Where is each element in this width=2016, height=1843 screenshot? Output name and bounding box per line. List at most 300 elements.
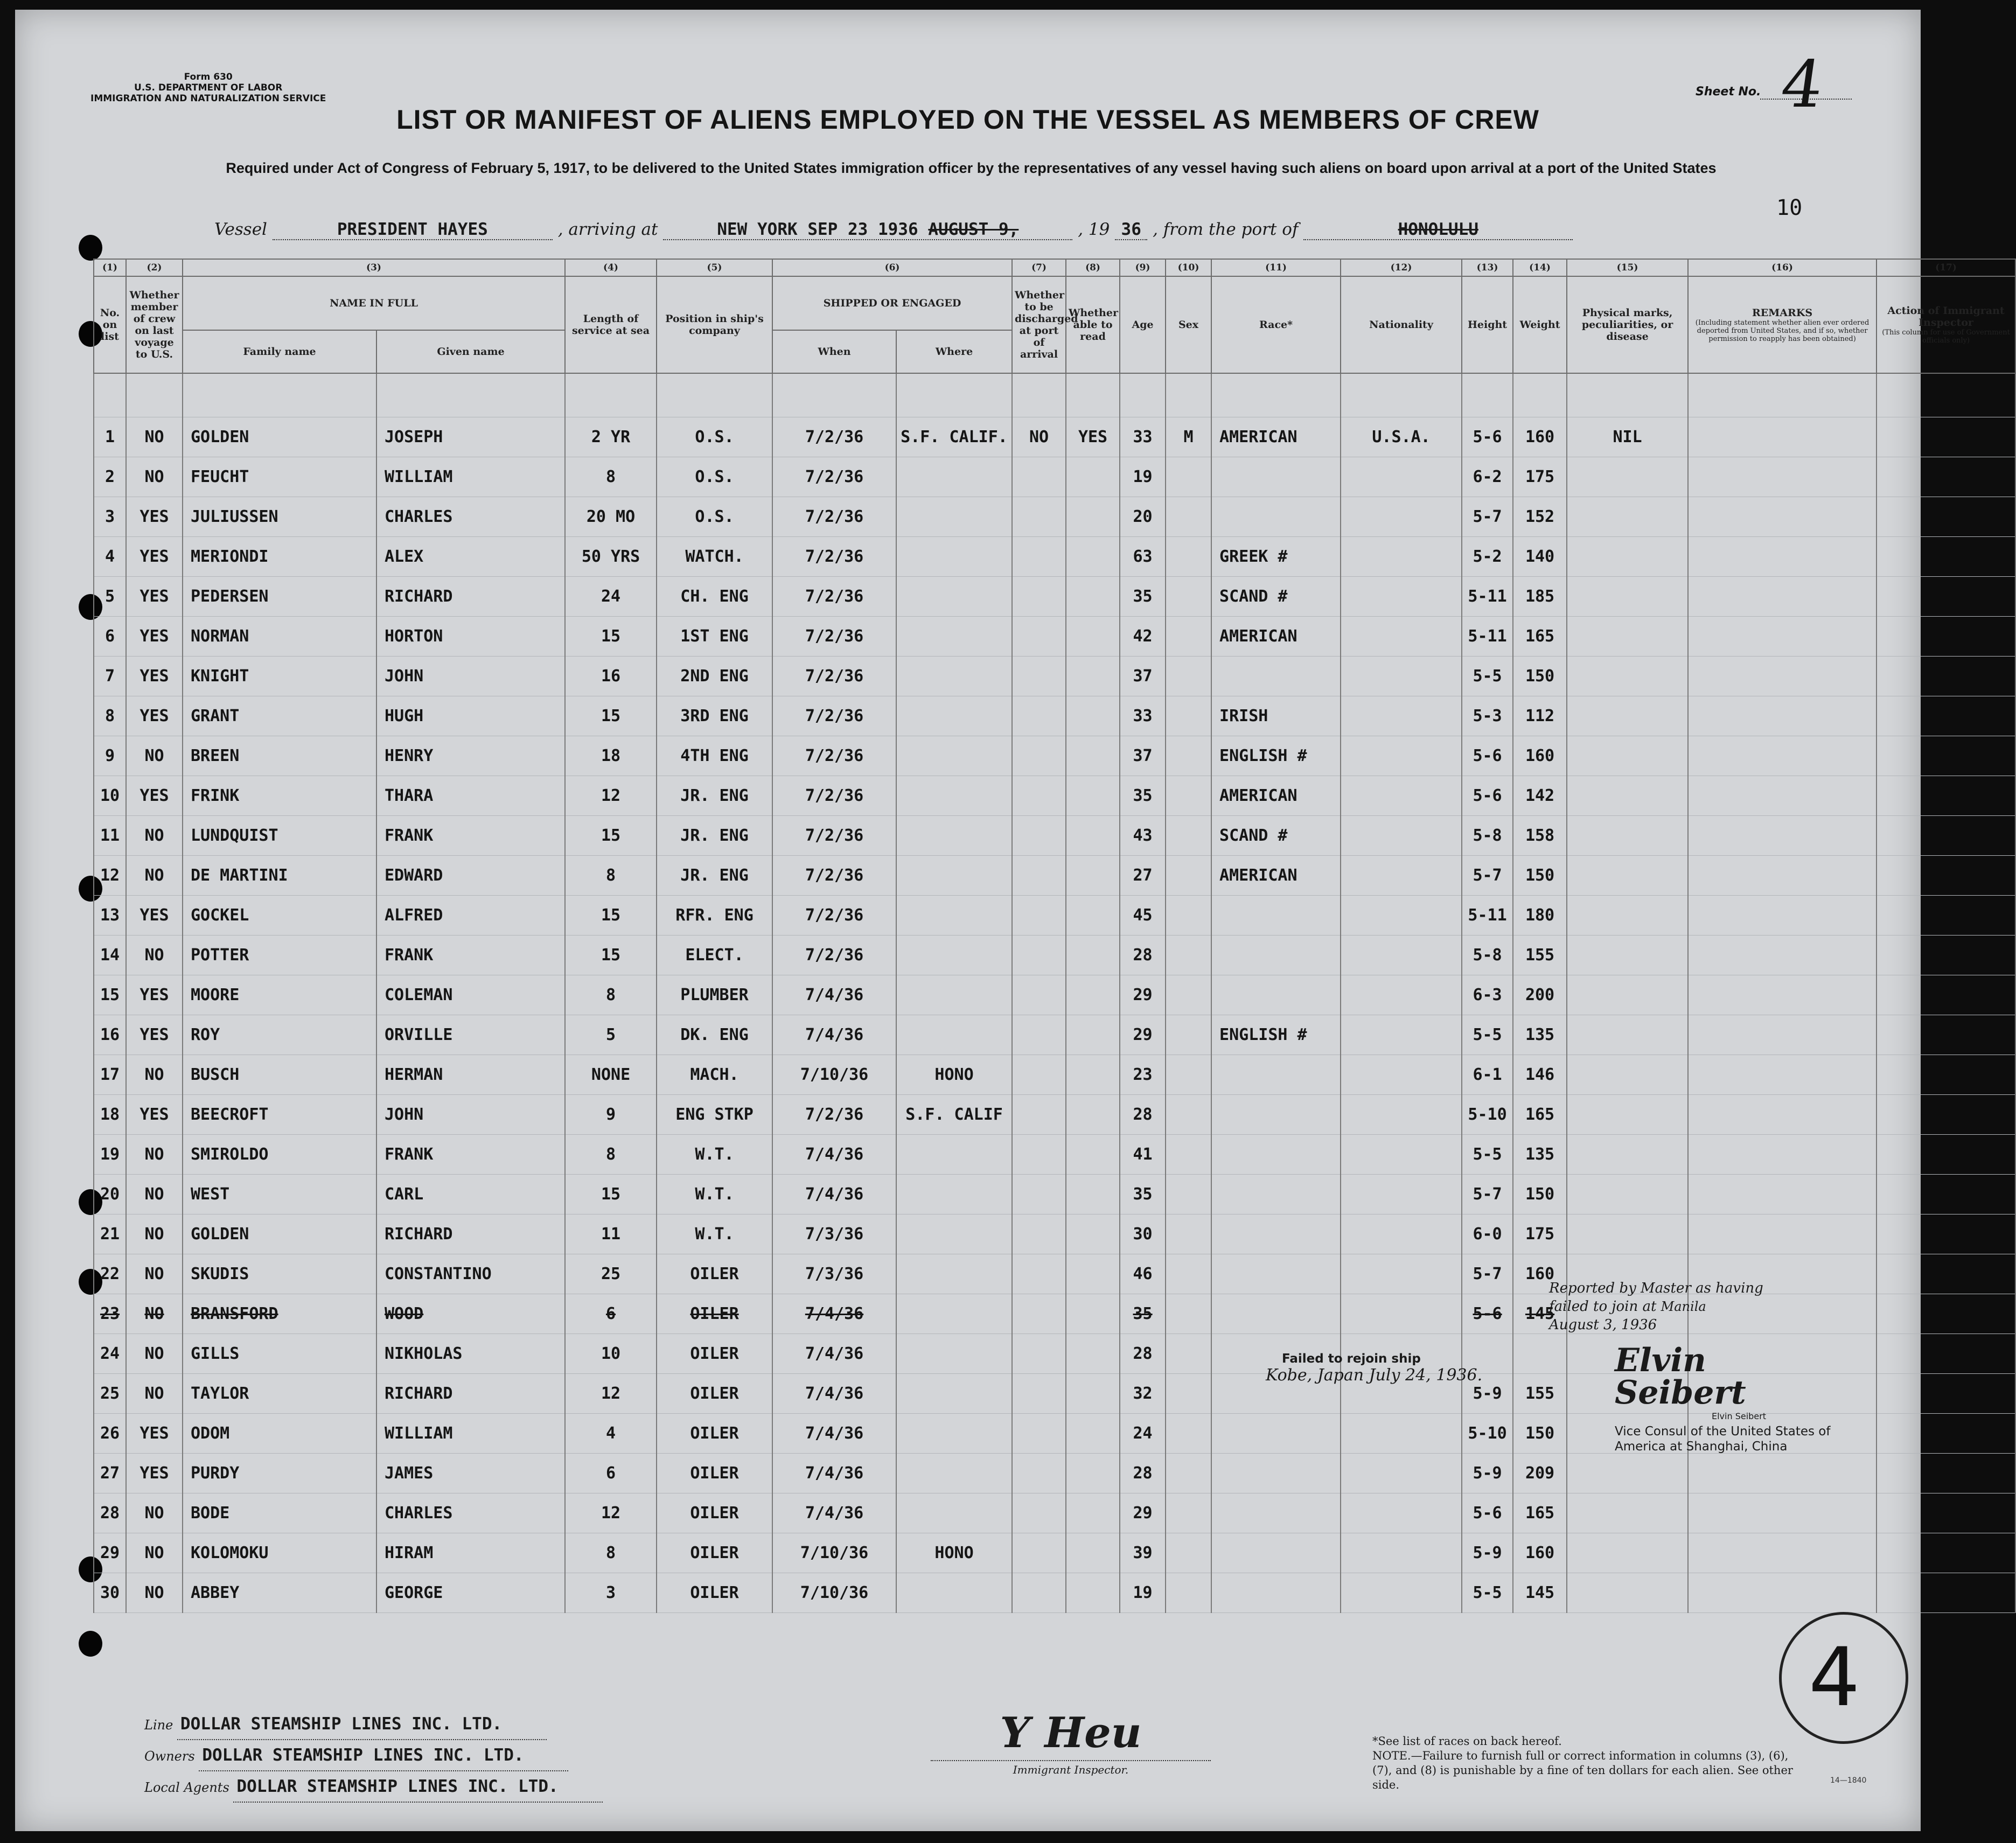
cell-inspector-action <box>1877 1493 2015 1533</box>
cell-nationality <box>1341 1175 1462 1214</box>
cell-list-number: 4 <box>94 537 126 577</box>
cell-shipped-where <box>896 776 1012 816</box>
cell-shipped-when: 7/2/36 <box>772 736 896 776</box>
year-label: , 19 <box>1078 220 1110 239</box>
cell-last-voyage: YES <box>126 577 183 617</box>
form-code: 14—1840 <box>1830 1776 1867 1785</box>
col-num-4: (4) <box>565 259 657 276</box>
cell-remarks <box>1688 776 1877 816</box>
cell-weight: 158 <box>1513 816 1567 856</box>
cell-shipped-when: 7/4/36 <box>772 1135 896 1175</box>
cell-list-number: 7 <box>94 657 126 696</box>
circled-number: 4 <box>1809 1631 1860 1725</box>
cell-height: 5-11 <box>1462 617 1513 657</box>
table-row <box>94 1573 2015 1613</box>
cell-family-name: GOCKEL <box>183 896 376 936</box>
cell-sex <box>1166 1214 1211 1254</box>
cell-position: OILER <box>657 1374 772 1414</box>
cell-height: 5-7 <box>1462 497 1513 537</box>
cell-length-of-service: 5 <box>565 1015 657 1055</box>
cell-given-name: NIKHOLAS <box>376 1334 565 1374</box>
cell-position: OILER <box>657 1533 772 1573</box>
cell-weight: 146 <box>1513 1055 1567 1095</box>
header-remarks-note: (Including statement whether alien ever ordered deported from United States, and if so, whether permission to reapply has been obtained) <box>1695 318 1869 343</box>
cell-age: 33 <box>1120 417 1166 457</box>
cell-last-voyage: YES <box>126 497 183 537</box>
failed-annotation <box>1266 1352 1643 1385</box>
cell-able-to-read <box>1066 617 1120 657</box>
cell-height: 6-2 <box>1462 457 1513 497</box>
cell-race <box>1211 1135 1341 1175</box>
cell-race <box>1211 1493 1341 1533</box>
cell-length-of-service: 25 <box>565 1254 657 1294</box>
vessel-details <box>214 220 1573 240</box>
cell-remarks <box>1688 896 1877 936</box>
cell-inspector-action <box>1877 1334 2015 1374</box>
cell-sex <box>1166 1374 1211 1414</box>
header-where: Where <box>896 330 1012 373</box>
cell-shipped-where <box>896 1454 1012 1493</box>
cell-nationality <box>1341 1414 1462 1454</box>
cell-race <box>1211 896 1341 936</box>
cell-age: 35 <box>1120 1294 1166 1334</box>
arriving-label: , arriving at <box>557 220 658 239</box>
cell-list-number: 29 <box>94 1533 126 1573</box>
cell-shipped-when: 7/2/36 <box>772 936 896 975</box>
cell-shipped-when: 7/4/36 <box>772 1414 896 1454</box>
cell-position: JR. ENG <box>657 816 772 856</box>
cell-weight: 160 <box>1513 1254 1567 1294</box>
cell-sex <box>1166 936 1211 975</box>
cell-given-name: RICHARD <box>376 577 565 617</box>
footer-line-row <box>144 1709 603 1740</box>
cell-remarks <box>1688 617 1877 657</box>
cell-inspector-action <box>1877 537 2015 577</box>
cell-discharged <box>1012 1414 1066 1454</box>
cell-height: 5-6 <box>1462 736 1513 776</box>
cell-length-of-service: 3 <box>565 1573 657 1613</box>
cell-sex <box>1166 1175 1211 1214</box>
cell-race <box>1211 975 1341 1015</box>
cell-inspector-action <box>1877 1374 2015 1414</box>
cell-shipped-where <box>896 1135 1012 1175</box>
cell-list-number: 20 <box>94 1175 126 1214</box>
cell-age: 35 <box>1120 776 1166 816</box>
cell-weight: 165 <box>1513 1493 1567 1533</box>
cell-age: 37 <box>1120 736 1166 776</box>
cell-physical-marks <box>1567 1055 1688 1095</box>
cell-given-name: GEORGE <box>376 1573 565 1613</box>
cell-sex <box>1166 896 1211 936</box>
page-count: 10 <box>1776 196 1803 220</box>
cell-discharged <box>1012 617 1066 657</box>
header-last-voyage: Whether member of crew on last voyage to U.S. <box>126 276 183 373</box>
cell-position: CH. ENG <box>657 577 772 617</box>
cell-position: O.S. <box>657 457 772 497</box>
cell-age: 35 <box>1120 577 1166 617</box>
cell-nationality <box>1341 1214 1462 1254</box>
cell-remarks <box>1688 696 1877 736</box>
footer-owners-row <box>144 1740 603 1771</box>
cell-inspector-action <box>1877 1135 2015 1175</box>
cell-nationality <box>1341 936 1462 975</box>
cell-physical-marks <box>1567 1135 1688 1175</box>
cell-physical-marks <box>1567 975 1688 1015</box>
cell-able-to-read <box>1066 1374 1120 1414</box>
cell-given-name: HUGH <box>376 696 565 736</box>
cell-position: OILER <box>657 1493 772 1533</box>
col-num-12: (12) <box>1341 259 1462 276</box>
cell-length-of-service: 16 <box>565 657 657 696</box>
cell-inspector-action <box>1877 1414 2015 1454</box>
cell-last-voyage: NO <box>126 457 183 497</box>
cell-nationality <box>1341 1294 1462 1334</box>
sheet-number-label: Sheet No. <box>1696 85 1761 99</box>
cell-length-of-service: 8 <box>565 1533 657 1573</box>
cell-age: 37 <box>1120 657 1166 696</box>
cell-inspector-action <box>1877 776 2015 816</box>
cell-weight: 160 <box>1513 1533 1567 1573</box>
cell-last-voyage: NO <box>126 1533 183 1573</box>
cell-able-to-read <box>1066 896 1120 936</box>
cell-length-of-service: 9 <box>565 1095 657 1135</box>
cell-shipped-where <box>896 1374 1012 1414</box>
cell-age: 30 <box>1120 1214 1166 1254</box>
arriving-port-date <box>663 220 1072 240</box>
cell-age: 33 <box>1120 696 1166 736</box>
cell-weight: 160 <box>1513 736 1567 776</box>
header-physical-marks: Physical marks, peculiarities, or disease <box>1567 276 1688 373</box>
consul-signature: Elvin Seibert <box>1615 1342 1746 1412</box>
cell-weight: 142 <box>1513 776 1567 816</box>
table-row <box>94 1175 2015 1214</box>
cell-sex <box>1166 1095 1211 1135</box>
table-row <box>94 577 2015 617</box>
cell-given-name: CONSTANTINO <box>376 1254 565 1294</box>
table-row <box>94 1095 2015 1135</box>
cell-height: 5-11 <box>1462 577 1513 617</box>
footer-agents-value: DOLLAR STEAMSHIP LINES INC. LTD. <box>233 1771 603 1803</box>
header-age: Age <box>1120 276 1166 373</box>
cell-list-number: 17 <box>94 1055 126 1095</box>
cell-remarks <box>1688 1055 1877 1095</box>
cell-family-name: ODOM <box>183 1414 376 1454</box>
cell-shipped-where <box>896 1175 1012 1214</box>
cell-physical-marks <box>1567 776 1688 816</box>
cell-shipped-where <box>896 1214 1012 1254</box>
cell-physical-marks <box>1567 1214 1688 1254</box>
cell-physical-marks <box>1567 896 1688 936</box>
cell-position: WATCH. <box>657 537 772 577</box>
cell-shipped-when: 7/4/36 <box>772 1454 896 1493</box>
cell-physical-marks <box>1567 617 1688 657</box>
col-num-16: (16) <box>1688 259 1877 276</box>
note-races: *See list of races on back hereof. <box>1372 1735 1562 1748</box>
cell-family-name: KNIGHT <box>183 657 376 696</box>
col-num-17: (17) <box>1877 259 2015 276</box>
cell-last-voyage: YES <box>126 657 183 696</box>
cell-sex <box>1166 1254 1211 1294</box>
cell-physical-marks <box>1567 1175 1688 1214</box>
table-row <box>94 537 2015 577</box>
cell-given-name: HENRY <box>376 736 565 776</box>
cell-nationality <box>1341 1015 1462 1055</box>
cell-family-name: BEECROFT <box>183 1095 376 1135</box>
cell-height: 5-11 <box>1462 896 1513 936</box>
cell-position: OILER <box>657 1454 772 1493</box>
cell-sex <box>1166 776 1211 816</box>
cell-remarks <box>1688 1533 1877 1573</box>
cell-able-to-read <box>1066 1533 1120 1573</box>
cell-age: 41 <box>1120 1135 1166 1175</box>
cell-position: 3RD ENG <box>657 696 772 736</box>
cell-given-name: FRANK <box>376 936 565 975</box>
cell-length-of-service: 15 <box>565 816 657 856</box>
cell-inspector-action <box>1877 1175 2015 1214</box>
header-remarks-title: REMARKS <box>1752 306 1813 319</box>
cell-last-voyage: NO <box>126 1493 183 1533</box>
cell-family-name: LUNDQUIST <box>183 816 376 856</box>
cell-last-voyage: NO <box>126 1254 183 1294</box>
col-num-2: (2) <box>126 259 183 276</box>
cell-nationality <box>1341 1055 1462 1095</box>
cell-inspector-action <box>1877 577 2015 617</box>
footer-agents-row <box>144 1771 603 1803</box>
cell-shipped-when: 7/2/36 <box>772 537 896 577</box>
cell-nationality <box>1341 537 1462 577</box>
cell-position: OILER <box>657 1414 772 1454</box>
cell-weight: 185 <box>1513 577 1567 617</box>
cell-list-number: 21 <box>94 1214 126 1254</box>
cell-age: 19 <box>1120 1573 1166 1613</box>
cell-last-voyage: NO <box>126 736 183 776</box>
cell-position: W.T. <box>657 1175 772 1214</box>
cell-family-name: POTTER <box>183 936 376 975</box>
cell-race <box>1211 1055 1341 1095</box>
cell-remarks <box>1688 657 1877 696</box>
cell-given-name: JOSEPH <box>376 417 565 457</box>
cell-remarks <box>1688 1135 1877 1175</box>
cell-able-to-read <box>1066 1055 1120 1095</box>
cell-race: SCAND # <box>1211 816 1341 856</box>
cell-length-of-service: 8 <box>565 457 657 497</box>
header-given-name: Given name <box>376 330 565 373</box>
table-row <box>94 1135 2015 1175</box>
cell-discharged <box>1012 1095 1066 1135</box>
cell-sex <box>1166 1055 1211 1095</box>
page-subtitle: Required under Act of Congress of February 5, 1917, to be delivered to the United States immigration officer by the representatives of any vessel having such aliens on board upon arrival at a port of the United States <box>226 160 1717 176</box>
cell-last-voyage: YES <box>126 1095 183 1135</box>
cell-given-name: ALEX <box>376 537 565 577</box>
table-row <box>94 617 2015 657</box>
cell-height: 6-3 <box>1462 975 1513 1015</box>
cell-weight: 150 <box>1513 856 1567 896</box>
cell-position: O.S. <box>657 417 772 457</box>
col-num-1: (1) <box>94 259 126 276</box>
cell-last-voyage: NO <box>126 936 183 975</box>
cell-given-name: ORVILLE <box>376 1015 565 1055</box>
cell-given-name: WOOD <box>376 1294 565 1334</box>
col-num-11: (11) <box>1211 259 1341 276</box>
cell-remarks <box>1688 457 1877 497</box>
table-row <box>94 1454 2015 1493</box>
cell-given-name: ALFRED <box>376 896 565 936</box>
cell-shipped-where <box>896 816 1012 856</box>
cell-shipped-where <box>896 896 1012 936</box>
cell-weight: 112 <box>1513 696 1567 736</box>
struck-date: AUGUST 9, <box>928 220 1019 239</box>
cell-able-to-read <box>1066 736 1120 776</box>
footer-line-value: DOLLAR STEAMSHIP LINES INC. LTD. <box>177 1709 547 1740</box>
cell-nationality <box>1341 457 1462 497</box>
cell-height: 5-9 <box>1462 1533 1513 1573</box>
cell-inspector-action <box>1877 1294 2015 1334</box>
header-race: Race* <box>1211 276 1341 373</box>
inspector-label: Immigrant Inspector. <box>931 1760 1211 1776</box>
table-row <box>94 696 2015 736</box>
cell-position: ENG STKP <box>657 1095 772 1135</box>
cell-height: 5-6 <box>1462 417 1513 457</box>
cell-shipped-when: 7/2/36 <box>772 696 896 736</box>
cell-length-of-service: 18 <box>565 736 657 776</box>
table-row <box>94 736 2015 776</box>
cell-last-voyage: NO <box>126 1055 183 1095</box>
cell-physical-marks <box>1567 1015 1688 1055</box>
cell-family-name: FRINK <box>183 776 376 816</box>
cell-weight: 150 <box>1513 1175 1567 1214</box>
cell-height: 5-5 <box>1462 1573 1513 1613</box>
cell-weight: 152 <box>1513 497 1567 537</box>
cell-physical-marks <box>1567 657 1688 696</box>
cell-shipped-where <box>896 1334 1012 1374</box>
cell-physical-marks <box>1567 1533 1688 1573</box>
header-action-note: (This column for use of Government officials only) <box>1882 329 2010 345</box>
cell-sex <box>1166 1015 1211 1055</box>
cell-remarks <box>1688 577 1877 617</box>
cell-discharged <box>1012 856 1066 896</box>
cell-race: AMERICAN <box>1211 417 1341 457</box>
cell-race <box>1211 1533 1341 1573</box>
cell-shipped-when: 7/2/36 <box>772 657 896 696</box>
cell-given-name: JOHN <box>376 657 565 696</box>
cell-list-number: 13 <box>94 896 126 936</box>
cell-given-name: CARL <box>376 1175 565 1214</box>
cell-given-name: JOHN <box>376 1095 565 1135</box>
cell-weight: 155 <box>1513 1374 1567 1414</box>
cell-sex <box>1166 1135 1211 1175</box>
cell-list-number: 3 <box>94 497 126 537</box>
cell-nationality <box>1341 696 1462 736</box>
cell-shipped-when: 7/2/36 <box>772 497 896 537</box>
cell-physical-marks <box>1567 497 1688 537</box>
footer-owners-label: Owners <box>144 1749 195 1764</box>
cell-given-name: HORTON <box>376 617 565 657</box>
cell-list-number: 8 <box>94 696 126 736</box>
cell-remarks <box>1688 417 1877 457</box>
cell-discharged <box>1012 1254 1066 1294</box>
cell-age: 28 <box>1120 1334 1166 1374</box>
cell-able-to-read <box>1066 1573 1120 1613</box>
cell-remarks <box>1688 856 1877 896</box>
cell-race: AMERICAN <box>1211 776 1341 816</box>
cell-position: 1ST ENG <box>657 617 772 657</box>
cell-height: 5-6 <box>1462 1493 1513 1533</box>
cell-last-voyage: NO <box>126 1294 183 1334</box>
cell-age: 29 <box>1120 975 1166 1015</box>
reported-annotation <box>1549 1279 1764 1334</box>
col-num-6: (6) <box>772 259 1012 276</box>
cell-length-of-service: 50 YRS <box>565 537 657 577</box>
vessel-name: PRESIDENT HAYES <box>273 220 553 240</box>
cell-shipped-when: 7/4/36 <box>772 1493 896 1533</box>
cell-given-name: HIRAM <box>376 1533 565 1573</box>
cell-discharged <box>1012 497 1066 537</box>
cell-last-voyage: YES <box>126 776 183 816</box>
department-name: U.S. DEPARTMENT OF LABOR <box>134 82 283 93</box>
cell-inspector-action <box>1877 1533 2015 1573</box>
cell-race <box>1211 497 1341 537</box>
cell-family-name: JULIUSSEN <box>183 497 376 537</box>
inspector-signature: Y Heu <box>1000 1708 1142 1757</box>
cell-shipped-where <box>896 1414 1012 1454</box>
cell-nationality <box>1341 896 1462 936</box>
cell-age: 32 <box>1120 1374 1166 1414</box>
cell-last-voyage: NO <box>126 1175 183 1214</box>
cell-discharged <box>1012 975 1066 1015</box>
cell-shipped-where: S.F. CALIF. <box>896 417 1012 457</box>
cell-shipped-where <box>896 936 1012 975</box>
cell-inspector-action <box>1877 457 2015 497</box>
cell-length-of-service: 8 <box>565 975 657 1015</box>
cell-discharged <box>1012 1135 1066 1175</box>
cell-last-voyage: YES <box>126 537 183 577</box>
cell-inspector-action <box>1877 1254 2015 1294</box>
cell-nationality <box>1341 657 1462 696</box>
cell-nationality <box>1341 1095 1462 1135</box>
cell-given-name: EDWARD <box>376 856 565 896</box>
cell-family-name: GOLDEN <box>183 417 376 457</box>
failed-place-date: Kobe, Japan July 24, 1936. <box>1266 1366 1483 1385</box>
cell-weight: 135 <box>1513 1015 1567 1055</box>
cell-list-number: 16 <box>94 1015 126 1055</box>
cell-age: 19 <box>1120 457 1166 497</box>
cell-last-voyage: YES <box>126 617 183 657</box>
header-discharged: Whether to be discharged at port of arrival <box>1012 276 1066 373</box>
cell-discharged <box>1012 1454 1066 1493</box>
cell-list-number: 15 <box>94 975 126 1015</box>
reported-line-2 <box>1549 1297 1764 1316</box>
cell-list-number: 9 <box>94 736 126 776</box>
cell-shipped-when: 7/2/36 <box>772 816 896 856</box>
cell-able-to-read <box>1066 497 1120 537</box>
cell-weight: 165 <box>1513 617 1567 657</box>
cell-shipped-where <box>896 457 1012 497</box>
cell-discharged: NO <box>1012 417 1066 457</box>
cell-physical-marks <box>1567 816 1688 856</box>
note-penalty: NOTE.—Failure to furnish full or correct information in columns (3), (6), (7), and (8) is punishable by a fine of ten dollars for each alien. See other side. <box>1372 1749 1793 1791</box>
cell-family-name: BRANSFORD <box>183 1294 376 1334</box>
table-row <box>94 896 2015 936</box>
cell-shipped-when: 7/2/36 <box>772 896 896 936</box>
cell-height: 5-7 <box>1462 856 1513 896</box>
cell-age: 35 <box>1120 1175 1166 1214</box>
table-row <box>94 1214 2015 1254</box>
cell-able-to-read <box>1066 1414 1120 1454</box>
cell-age: 29 <box>1120 1493 1166 1533</box>
cell-last-voyage: NO <box>126 1573 183 1613</box>
cell-remarks <box>1688 816 1877 856</box>
cell-length-of-service: 15 <box>565 936 657 975</box>
